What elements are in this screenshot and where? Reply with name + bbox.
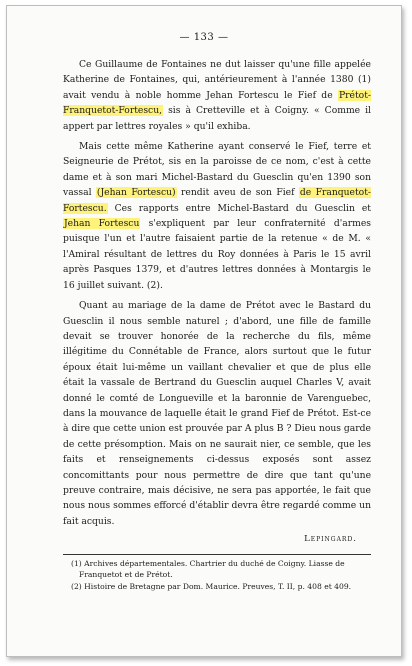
text-segment: Quant au mariage de la dame de Prétot avec le Bastard du Guesclin il nous semble naturel ; d'abord, une fille de famille devait se trouver honorée de la recherche du fils, même illégitime du Connétable de France, alors surtout que le futur époux était lui-même un vaillant chevalier et que de plus elle était la vassale de Bertrand du Guesclin auquel Charles V, avait donné le comté de Longueville et la baronnie de Varenguebec, dans la mouvance de laquelle était le grand Fief de Prétot. Est-ce à dire que cette union est prouvée par A plus B ? Dieu nous garde de cette présomption. Mais on ne saurait nier, ce semble, que les faits et renseignements ci-dessus exposés sont assez concomittants pour nous permettre de dire que tant qu'une preuve contraire, mais décisive, ne sera pas apportée, le fait que nous nous sommes efforcé d'établir devra être regardé comme un fait acquis. <box>63 300 371 527</box>
highlighted-text: Prétot-Franquetot-Fortescu, <box>63 89 371 117</box>
page-number: — 133 — <box>179 32 229 43</box>
text-segment: rendit aveu de son Fief <box>176 187 299 199</box>
text-segment: sis à Cretteville et à Coigny. « Comme il appert par lettres royales » qu'il exhiba. <box>63 105 371 132</box>
document-page <box>6 5 402 657</box>
text-segment: Ces rapports entre Michel-Bastard du Guesclin et <box>107 202 371 214</box>
text-segment: Ce Guillaume de Fontaines ne dut laisser qu'une fille appelée Katherine de Fontaines, qui, antérieurement à l'année 1380 (1) avait vendu à noble homme Jehan Fortescu le Fief de <box>63 59 371 101</box>
text-segment: s'expliquent par leur confraternité d'armes puisque l'un et l'autre faisaient partie de la retenue « de M. « l'Amiral résultant de lettres du Roy données à Paris le 15 avril après Pasques 1379, et d'autres lettres données à Montargis le 16 juillet suivant. (2). <box>63 218 371 291</box>
paragraph-1 <box>63 57 371 134</box>
paragraph-2 <box>63 139 371 293</box>
footnote-2: (2) Histoire de Bretagne par Dom. Maurice. Preuves, T. II, p. 408 et 409. <box>71 581 352 591</box>
paragraph-3 <box>63 298 371 529</box>
text-segment: Mais cette même Katherine ayant conservé le Fief, terre et Seigneurie de Prétot, sis en la paroisse de ce nom, c'est à cette dame et à son mari Michel-Bastard du Guesclin qu'en 1390 son vassal <box>63 141 371 199</box>
footnote-divider <box>63 554 371 555</box>
highlighted-text: (Jehan Fortescu) <box>96 187 176 199</box>
highlighted-text: Jehan Fortescu <box>64 218 140 230</box>
footnote-1: (1) Archives départementales. Chartrier du duché de Coigny. Liasse de Franquetot et de Prétot. <box>71 559 345 580</box>
highlighted-text: de Franquetot-Fortescu. <box>63 187 372 214</box>
author-signature: Lepingard. <box>304 534 357 544</box>
body-text <box>63 57 371 529</box>
footnotes <box>63 558 371 592</box>
